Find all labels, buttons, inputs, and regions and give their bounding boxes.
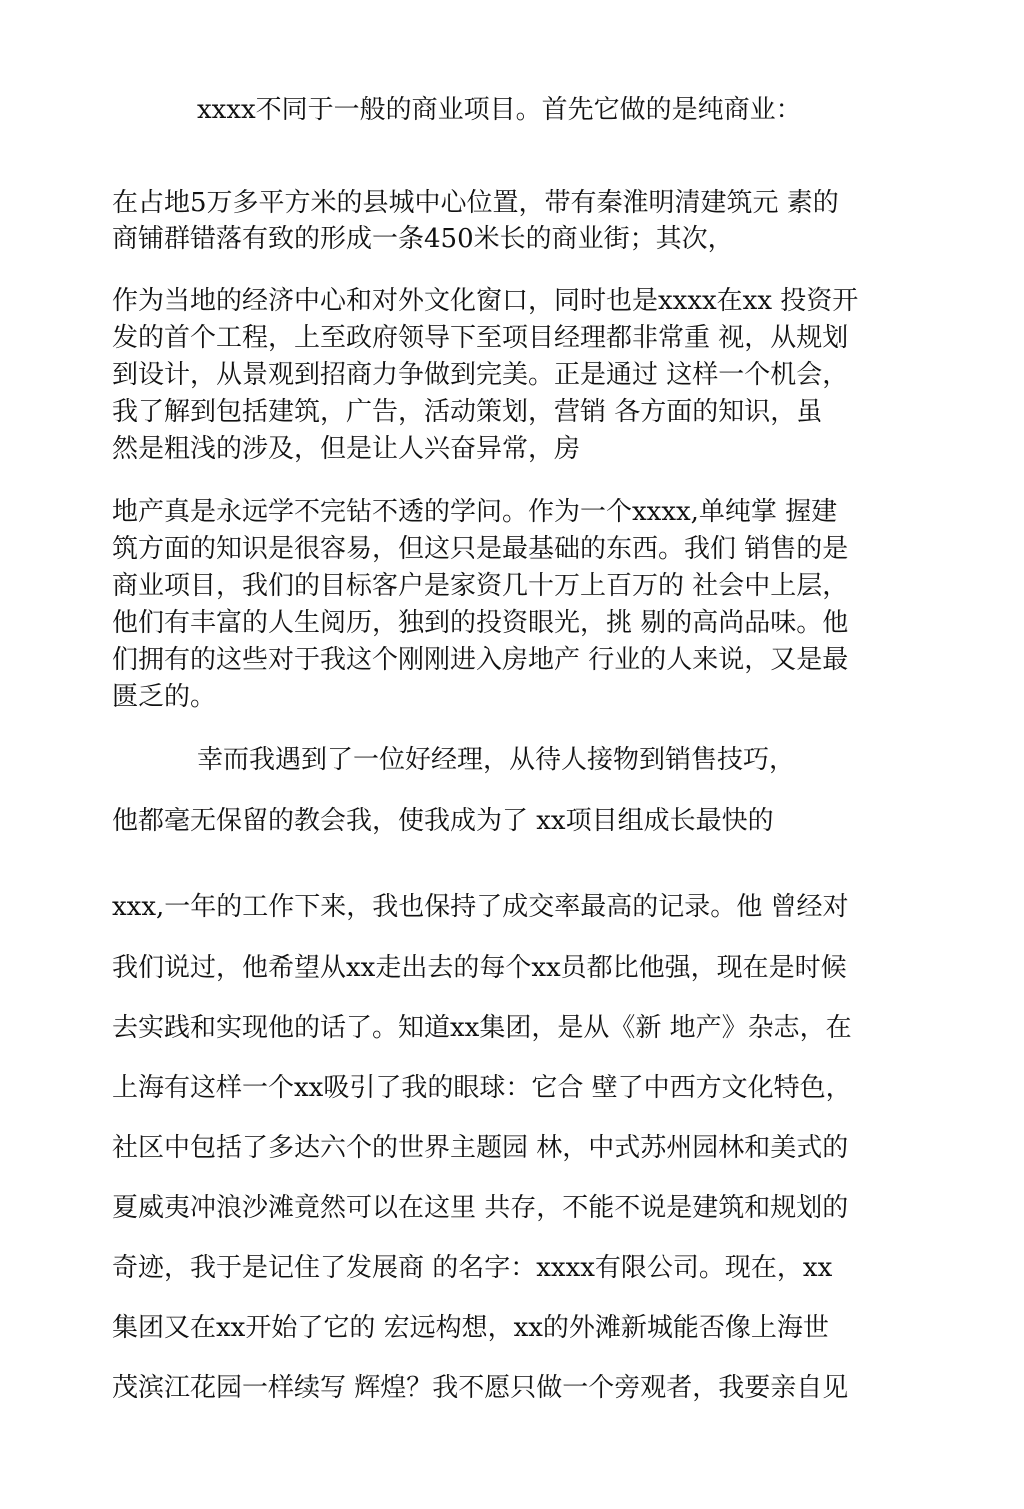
text-line: 上海有这样一个xx吸引了我的眼球：它合 壁了中西方文化特色， bbox=[112, 1073, 852, 1103]
text-line: 发的首个工程，上至政府领导下至项目经理都非常重 视，从规划 bbox=[112, 323, 849, 353]
text-line: 地产真是永远学不完钻不透的学问。作为一个xxxx,单纯掌 握建 bbox=[112, 497, 838, 527]
text-line: 到设计，从景观到招商力争做到完美。正是通过 这样一个机会， bbox=[112, 360, 849, 390]
text-line: 我了解到包括建筑，广告，活动策划，营销 各方面的知识，虽 bbox=[112, 397, 823, 427]
text-line: 我们说过，他希望从xx走出去的每个xx员都比他强，现在是时候 bbox=[112, 953, 847, 983]
text-line: 社区中包括了多达六个的世界主题园 林，中式苏州园林和美式的 bbox=[112, 1133, 849, 1163]
text-line: 夏威夷冲浪沙滩竟然可以在这里 共存，不能不说是建筑和规划的 bbox=[112, 1193, 849, 1223]
text-line: xxx,一年的工作下来，我也保持了成交率最高的记录。他 曾经对 bbox=[112, 892, 849, 922]
text-line: 茂滨江花园一样续写 辉煌？我不愿只做一个旁观者，我要亲自见 bbox=[112, 1373, 849, 1403]
text-line: 商铺群错落有致的形成一条450米长的商业街；其次， bbox=[112, 224, 734, 254]
text-line: 商业项目，我们的目标客户是家资几十万上百万的 社会中上层， bbox=[112, 571, 849, 601]
text-line: 集团又在xx开始了它的 宏远构想，xx的外滩新城能否像上海世 bbox=[112, 1313, 829, 1343]
text-line: 匮乏的。 bbox=[112, 682, 217, 712]
text-line: 奇迹，我于是记住了发展商 的名字：xxxx有限公司。现在，xx bbox=[112, 1253, 833, 1283]
text-line: 然是粗浅的涉及，但是让人兴奋异常，房 bbox=[112, 434, 581, 464]
text-line: 们拥有的这些对于我这个刚刚进入房地产 行业的人来说，又是最 bbox=[112, 645, 849, 675]
text-line: 幸而我遇到了一位好经理，从待人接物到销售技巧， bbox=[197, 745, 796, 775]
text-line: 他们有丰富的人生阅历，独到的投资眼光，挑 剔的高尚品味。他 bbox=[112, 608, 849, 638]
text-line: 筑方面的知识是很容易，但这只是最基础的东西。我们 销售的是 bbox=[112, 534, 849, 564]
text-line: 在占地5万多平方米的县城中心位置，带有秦淮明清建筑元 素的 bbox=[112, 188, 839, 218]
text-line: 作为当地的经济中心和对外文化窗口，同时也是xxxx在xx 投资开 bbox=[112, 286, 859, 316]
text-line: 他都毫无保留的教会我，使我成为了 xx项目组成长最快的 bbox=[112, 806, 774, 836]
text-line: 去实践和实现他的话了。知道xx集团，是从《新 地产》杂志，在 bbox=[112, 1013, 852, 1043]
text-line: xxxx不同于一般的商业项目。首先它做的是纯商业： bbox=[197, 95, 802, 125]
